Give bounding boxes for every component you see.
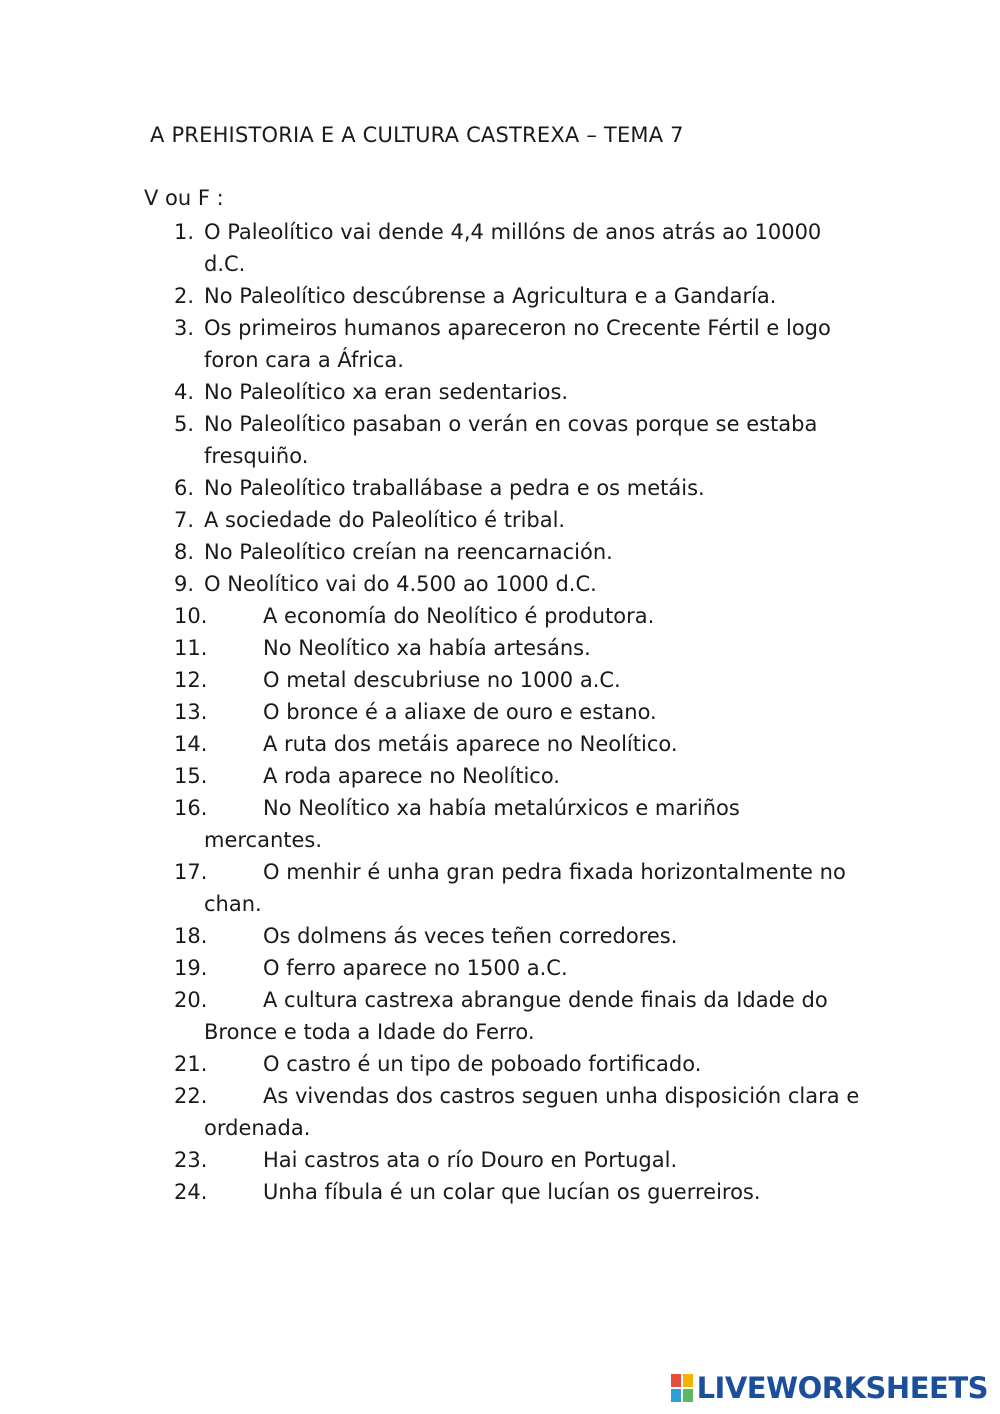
question-text: O Paleolítico vai dende 4,4 millóns de anos atrás ao 10000 d.C. <box>204 220 822 276</box>
question-list <box>174 216 864 1208</box>
question-number: 24. <box>174 1180 208 1204</box>
question-number: 15. <box>174 764 208 788</box>
question-item <box>174 728 864 760</box>
question-number: 1. <box>174 220 195 244</box>
question-text: A roda aparece no Neolítico. <box>263 764 560 788</box>
question-text: O Neolítico vai do 4.500 ao 1000 d.C. <box>204 572 597 596</box>
question-item <box>174 568 864 600</box>
question-number: 18. <box>174 924 208 948</box>
question-item <box>174 632 864 664</box>
question-item <box>174 1080 864 1144</box>
question-item <box>174 952 864 984</box>
question-text: Unha fíbula é un colar que lucían os guerreiros. <box>263 1180 761 1204</box>
question-number: 7. <box>174 508 195 532</box>
page-title: A PREHISTORIA E A CULTURA CASTREXA – TEMA 7 <box>150 123 684 147</box>
question-number: 16. <box>174 796 208 820</box>
question-number: 9. <box>174 572 195 596</box>
question-item <box>174 1144 864 1176</box>
question-text: As vivendas dos castros seguen unha disposición clara e ordenada. <box>204 1084 860 1140</box>
question-text: O bronce é a aliaxe de ouro e estano. <box>263 700 657 724</box>
question-number: 8. <box>174 540 195 564</box>
question-item <box>174 504 864 536</box>
question-item <box>174 760 864 792</box>
question-item <box>174 856 864 920</box>
section-label: V ou F : <box>144 186 224 210</box>
question-item <box>174 920 864 952</box>
question-text: O menhir é unha gran pedra fixada horizontalmente no chan. <box>204 860 846 916</box>
question-text: O ferro aparece no 1500 a.C. <box>263 956 568 980</box>
question-item <box>174 216 864 280</box>
question-item <box>174 312 864 376</box>
question-number: 11. <box>174 636 208 660</box>
question-text: O castro é un tipo de poboado fortificado. <box>263 1052 702 1076</box>
question-text: O metal descubriuse no 1000 a.C. <box>263 668 621 692</box>
question-item <box>174 472 864 504</box>
question-text: No Neolítico xa había metalúrxicos e mariños mercantes. <box>204 796 740 852</box>
question-item <box>174 696 864 728</box>
question-text: No Paleolítico creían na reencarnación. <box>204 540 613 564</box>
question-text: A cultura castrexa abrangue dende finais da Idade do Bronce e toda a Idade do Ferro. <box>204 988 828 1044</box>
question-number: 13. <box>174 700 208 724</box>
question-number: 17. <box>174 860 208 884</box>
question-number: 20. <box>174 988 208 1012</box>
question-text: Os primeiros humanos apareceron no Crecente Fértil e logo foron cara a África. <box>204 316 831 372</box>
question-text: No Neolítico xa había artesáns. <box>263 636 591 660</box>
question-text: A economía do Neolítico é produtora. <box>263 604 655 628</box>
brand-name: LIVEWORKSHEETS <box>696 1371 988 1405</box>
question-number: 4. <box>174 380 195 404</box>
question-item <box>174 408 864 472</box>
question-number: 21. <box>174 1052 208 1076</box>
question-number: 2. <box>174 284 195 308</box>
question-text: A sociedade do Paleolítico é tribal. <box>204 508 566 532</box>
question-text: No Paleolítico traballábase a pedra e os metáis. <box>204 476 705 500</box>
question-number: 5. <box>174 412 195 436</box>
question-item <box>174 664 864 696</box>
question-number: 14. <box>174 732 208 756</box>
question-number: 10. <box>174 604 208 628</box>
liveworksheets-brand[interactable] <box>671 1370 988 1406</box>
question-item <box>174 984 864 1048</box>
question-number: 6. <box>174 476 195 500</box>
question-text: A ruta dos metáis aparece no Neolítico. <box>263 732 678 756</box>
question-number: 23. <box>174 1148 208 1172</box>
question-item <box>174 536 864 568</box>
question-item <box>174 1176 864 1208</box>
question-number: 12. <box>174 668 208 692</box>
question-number: 22. <box>174 1084 208 1108</box>
question-item <box>174 376 864 408</box>
question-text: Hai castros ata o río Douro en Portugal. <box>263 1148 678 1172</box>
question-item <box>174 280 864 312</box>
question-text: Os dolmens ás veces teñen corredores. <box>263 924 678 948</box>
question-item <box>174 1048 864 1080</box>
question-text: No Paleolítico xa eran sedentarios. <box>204 380 569 404</box>
liveworksheets-logo-icon <box>671 1374 693 1402</box>
question-text: No Paleolítico descúbrense a Agricultura e a Gandaría. <box>204 284 777 308</box>
question-text: No Paleolítico pasaban o verán en covas porque se estaba fresquiño. <box>204 412 818 468</box>
question-item <box>174 792 864 856</box>
question-item <box>174 600 864 632</box>
question-number: 19. <box>174 956 208 980</box>
question-number: 3. <box>174 316 195 340</box>
